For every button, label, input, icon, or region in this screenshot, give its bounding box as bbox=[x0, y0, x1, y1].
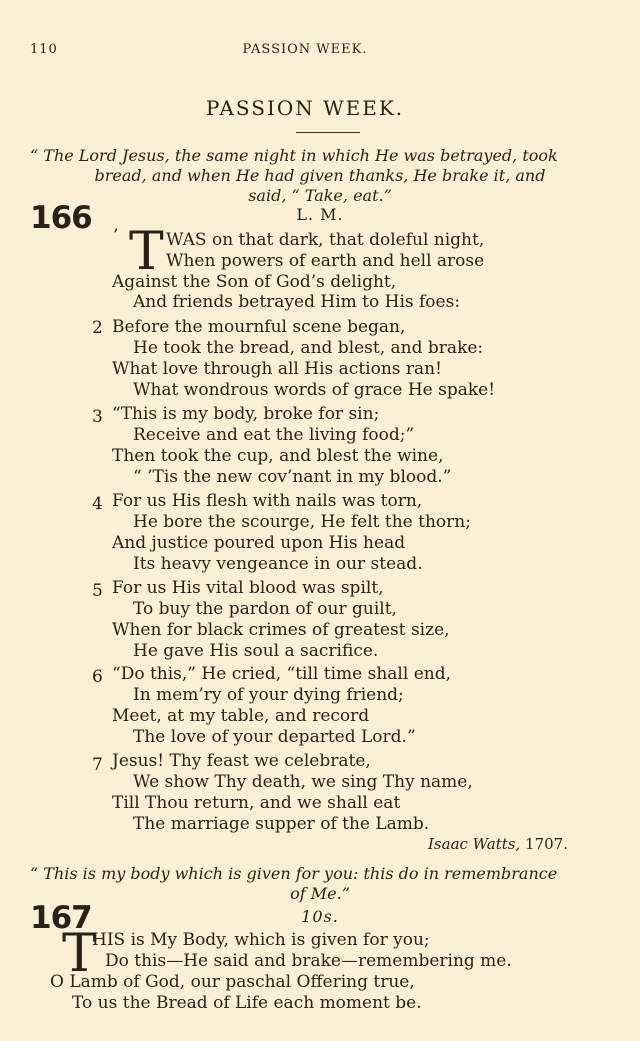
hymn166-dropcap: T bbox=[129, 222, 164, 282]
hymn167-l2: Do this—He said and brake—remembering me. bbox=[105, 951, 512, 971]
hymn166-s6-number: 6 bbox=[92, 667, 103, 687]
hymn166-epigraph-line-3: said, “ Take, eat.” bbox=[248, 186, 392, 205]
hymn166-s3-l3: Then took the cup, and blest the wine, bbox=[112, 446, 444, 466]
hymn166-s7-l4: The marriage supper of the Lamb. bbox=[133, 814, 430, 834]
hymn166-meter: L. M. bbox=[296, 205, 344, 224]
running-title: PASSION WEEK. bbox=[242, 42, 368, 57]
hymn166-s3-l1: “This is my body, broke for sin; bbox=[112, 404, 380, 424]
hymn166-epigraph-line-2: bread, and when He had given thanks, He brake it, and bbox=[94, 166, 546, 185]
page-number: 110 bbox=[30, 42, 58, 57]
hymn166-s4-l4: Its heavy vengeance in our stead. bbox=[133, 554, 423, 574]
hymn167-dropcap: T bbox=[62, 924, 97, 984]
hymn167-l1: HIS is My Body, which is given for you; bbox=[92, 930, 430, 950]
hymn166-s1-l1: WAS on that dark, that doleful night, bbox=[166, 230, 485, 250]
hymn166-s4-l2: He bore the scourge, He felt the thorn; bbox=[133, 512, 471, 532]
hymn166-author-name: Isaac Watts, bbox=[428, 835, 521, 853]
hymn166-s2-number: 2 bbox=[92, 318, 103, 338]
hymn166-s3-l2: Receive and eat the living food;” bbox=[133, 425, 415, 445]
hymn166-s5-l2: To buy the pardon of our guilt, bbox=[133, 599, 397, 619]
hymn166-s1-l3: Against the Son of God’s delight, bbox=[112, 272, 397, 292]
hymn166-s4-number: 4 bbox=[92, 494, 103, 514]
hymn166-author bbox=[428, 835, 568, 853]
hymn167-l4: To us the Bread of Life each moment be. bbox=[72, 993, 422, 1013]
hymn166-s3-l4: “ ’Tis the new cov’nant in my blood.” bbox=[133, 467, 452, 487]
hymn166-s5-number: 5 bbox=[92, 581, 103, 601]
hymn166-epigraph-line-1: “ The Lord Jesus, the same night in which He was betrayed, took bbox=[30, 146, 558, 165]
hymn166-s7-l2: We show Thy death, we sing Thy name, bbox=[133, 772, 473, 792]
hymn166-s4-l1: For us His flesh with nails was torn, bbox=[112, 491, 423, 511]
hymn167-number: 167 bbox=[30, 900, 92, 936]
hymn166-s1-l4: And friends betrayed Him to His foes: bbox=[133, 292, 461, 312]
hymn166-s7-number: 7 bbox=[92, 755, 103, 775]
hymn167-meter: 10s. bbox=[301, 907, 339, 926]
hymn167-epigraph-line-1: “ This is my body which is given for you: this do in remembrance bbox=[30, 864, 558, 883]
hymn167-l3: O Lamb of God, our paschal Offering true, bbox=[50, 972, 415, 992]
hymn166-s5-l4: He gave His soul a sacrifice. bbox=[133, 641, 379, 661]
hymn166-s1-l2: When powers of earth and hell arose bbox=[166, 251, 485, 271]
hymn166-apostrophe: ’ bbox=[113, 226, 119, 246]
title-rule bbox=[296, 132, 360, 133]
hymn166-s5-l3: When for black crimes of greatest size, bbox=[112, 620, 450, 640]
hymn166-s2-l3: What love through all His actions ran! bbox=[112, 359, 442, 379]
hymn166-s6-l3: Meet, at my table, and record bbox=[112, 706, 370, 726]
hymn166-s4-l3: And justice poured upon His head bbox=[112, 533, 406, 553]
hymn166-author-year: 1707. bbox=[525, 835, 568, 853]
hymn166-number: 166 bbox=[30, 200, 92, 236]
hymn166-s6-l1: “Do this,” He cried, “till time shall end, bbox=[112, 664, 451, 684]
hymn166-s2-l1: Before the mournful scene began, bbox=[112, 317, 406, 337]
hymn166-s3-number: 3 bbox=[92, 407, 103, 427]
hymn166-s5-l1: For us His vital blood was spilt, bbox=[112, 578, 384, 598]
hymn167-epigraph-line-2: of Me.” bbox=[290, 884, 350, 903]
hymn166-s7-l3: Till Thou return, and we shall eat bbox=[112, 793, 401, 813]
hymn166-s2-l2: He took the bread, and blest, and brake: bbox=[133, 338, 484, 358]
hymn166-s6-l2: In mem’ry of your dying friend; bbox=[133, 685, 404, 705]
hymn166-s2-l4: What wondrous words of grace He spake! bbox=[133, 380, 496, 400]
section-title: PASSION WEEK. bbox=[205, 96, 405, 120]
hymn166-s6-l4: The love of your departed Lord.” bbox=[133, 727, 416, 747]
hymn166-s7-l1: Jesus! Thy feast we celebrate, bbox=[112, 751, 371, 771]
